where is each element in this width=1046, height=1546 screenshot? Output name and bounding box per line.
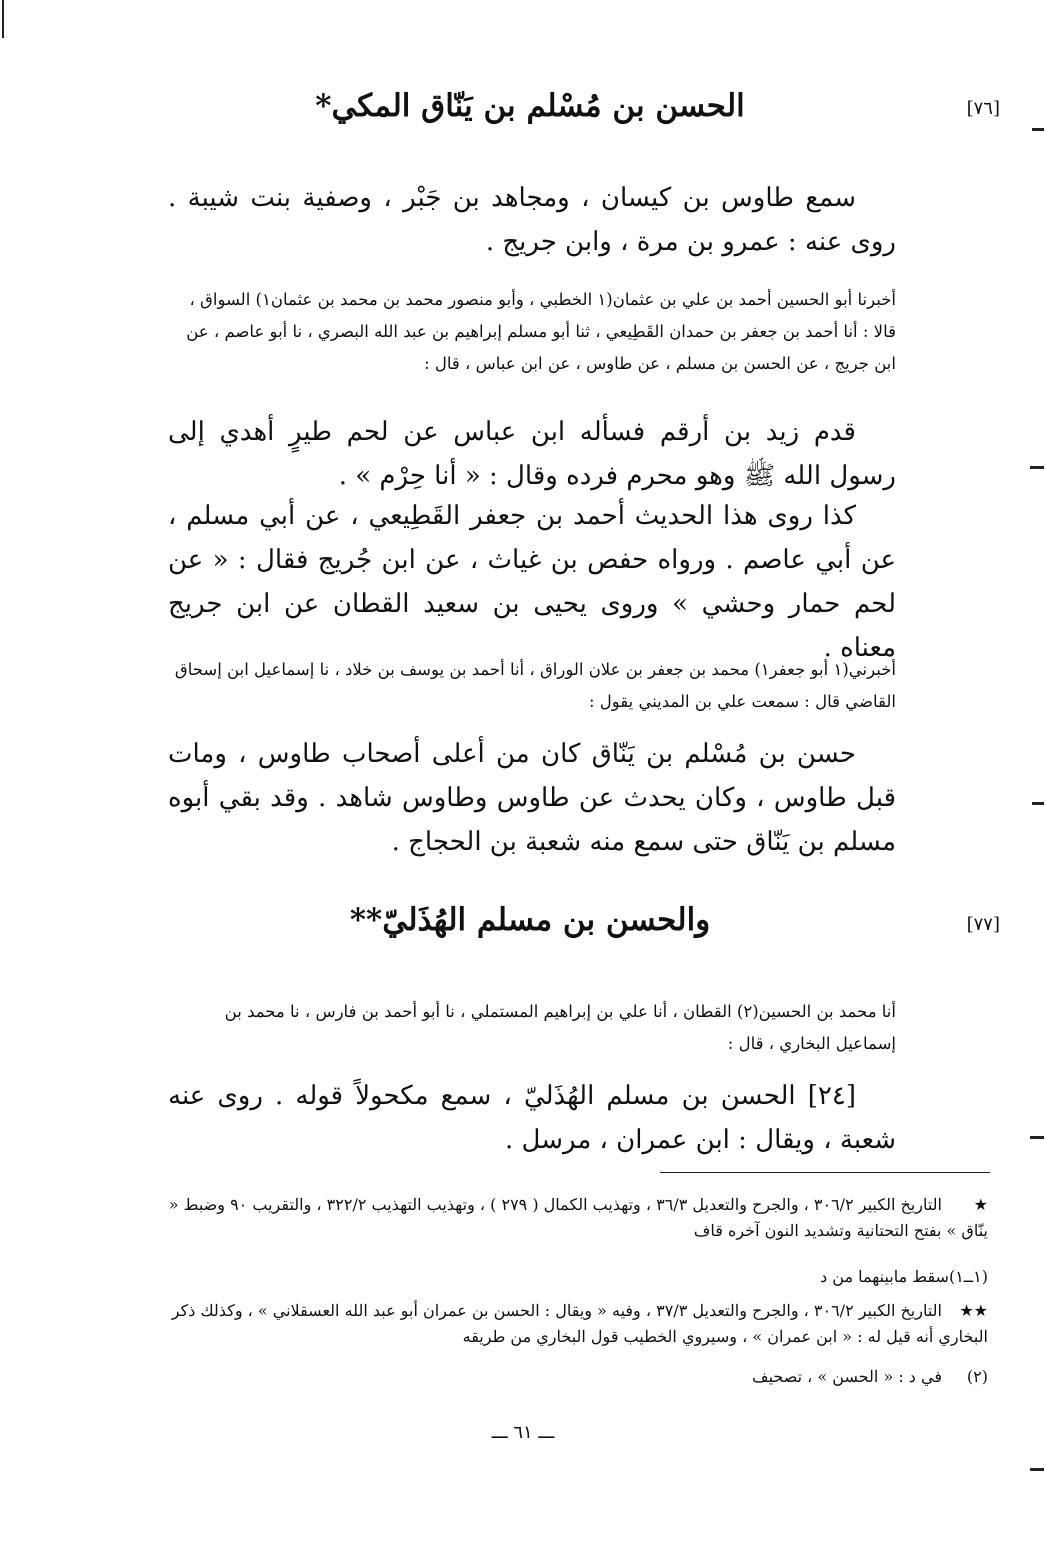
isnad-chain: أنا محمد بن الحسين(٢) القطان ، أنا علي بن إبراهيم المستملي ، نا أبو أحمد بن فارس ، نا محمد بن إسماعيل البخاري ، قال : <box>224 1002 896 1053</box>
footnote-text: في د : « الحسن » ، تصحيف <box>752 1367 942 1386</box>
isnad-chain: أخبرنا أبو الحسين أحمد بن علي بن عثمان(١ الخطبي ، وأبو منصور محمد بن محمد بن عثمان١) السواق ، قالا : أنا أحمد بن جعفر بن حمدان القَطِيعي ، ثنا أبو مسلم إبراهيم بن عبد الله البصري ، نا أبو عاصم ، عن ابن جريج ، عن الحسن بن مسلم ، عن طاوس ، عن ابن عباس ، قال : <box>186 290 896 373</box>
entry-number: [٧٦] <box>966 98 1000 119</box>
footnote-mark: (١ــ١) <box>948 1267 988 1286</box>
scan-edge-mark <box>1030 466 1044 469</box>
footnote-mark: (٢) <box>966 1367 988 1386</box>
entry-title: والحسن بن مسلم الهُذَليّ** <box>349 902 711 938</box>
quote-paragraph: [٢٤] الحسن بن مسلم الهُذَليّ ، سمع مكحولاً قوله . روى عنه شعبة ، ويقال : ابن عمران ، مرسل . <box>168 1081 896 1155</box>
footnote-mark: ★ <box>973 1195 988 1214</box>
biography-paragraph: سمع طاوس بن كيسان ، ومجاهد بن جَبْر ، وصفية بنت شيبة . روى عنه : عمرو بن مرة ، وابن جريج . <box>168 183 896 257</box>
footnote <box>168 1298 988 1350</box>
commentary-paragraph: كذا روى هذا الحديث أحمد بن جعفر القَطِيعي ، عن أبي مسلم ، عن أبي عاصم . ورواه حفص بن غياث ، عن ابن جُريج فقال : « عن لحم حمار وحشي » وروى يحيى بن سعيد القطان عن ابن جريج معناه . <box>168 501 896 663</box>
footnote <box>168 1364 988 1390</box>
footnote-mark: ★★ <box>959 1301 988 1320</box>
scan-edge-mark <box>2 0 4 38</box>
scan-edge-mark <box>1030 1468 1044 1471</box>
entry-title: الحسن بن مُسْلم بن يَنّاق المكي* <box>315 88 745 124</box>
page-number: ـــ ٦١ ـــ <box>491 1422 555 1443</box>
footnote-separator <box>660 1172 990 1173</box>
footnote <box>168 1192 988 1244</box>
footnote-text: التاريخ الكبير ٣٠٦/٢ ، والجرح والتعديل ٣٦/٣ ، وتهذيب الكمال ( ٢٧٩ ) ، وتهذيب التهذيب ٣٢٢/٢ ، والتقريب ٩٠ وضبط « ينّاق » بفتح التحتانية وتشديد النون آخره قاف <box>168 1195 988 1240</box>
scan-edge-mark <box>1032 128 1044 131</box>
isnad-chain: أخبرني(١ أبو جعفر١) محمد بن جعفر بن علان الوراق ، أنا أحمد بن يوسف بن خلاد ، نا إسماعيل ابن إسحاق القاضي قال : سمعت علي بن المديني يقول : <box>174 660 896 711</box>
hadith-text: قدم زيد بن أرقم فسأله ابن عباس عن لحم طيرٍ أهدي إلى رسول الله ﷺ وهو محرم فرده وقال : « أنا حِرْم » . <box>168 417 896 491</box>
scan-edge-mark <box>1032 802 1044 805</box>
footnote <box>168 1264 988 1290</box>
entry-number: [٧٧] <box>966 914 1000 935</box>
footnote-text: التاريخ الكبير ٣٠٦/٢ ، والجرح والتعديل ٣٧/٣ ، وفيه « ويقال : الحسن بن عمران أبو عبد الله العسقلاني » ، وكذلك ذكر البخاري أنه قيل له : « ابن عمران » ، وسيروي الخطيب قول البخاري من طريقه <box>171 1301 988 1346</box>
footnote-text: سقط مابينهما من د <box>820 1267 949 1286</box>
quote-paragraph: حسن بن مُسْلم بن يَنّاق كان من أعلى أصحاب طاوس ، ومات قبل طاوس ، وكان يحدث عن طاوس وطاوس شاهد . وقد بقي أبوه مسلم بن يَنّاق حتى سمع منه شعبة بن الحجاج . <box>168 739 896 857</box>
scan-edge-mark <box>1030 1136 1044 1139</box>
